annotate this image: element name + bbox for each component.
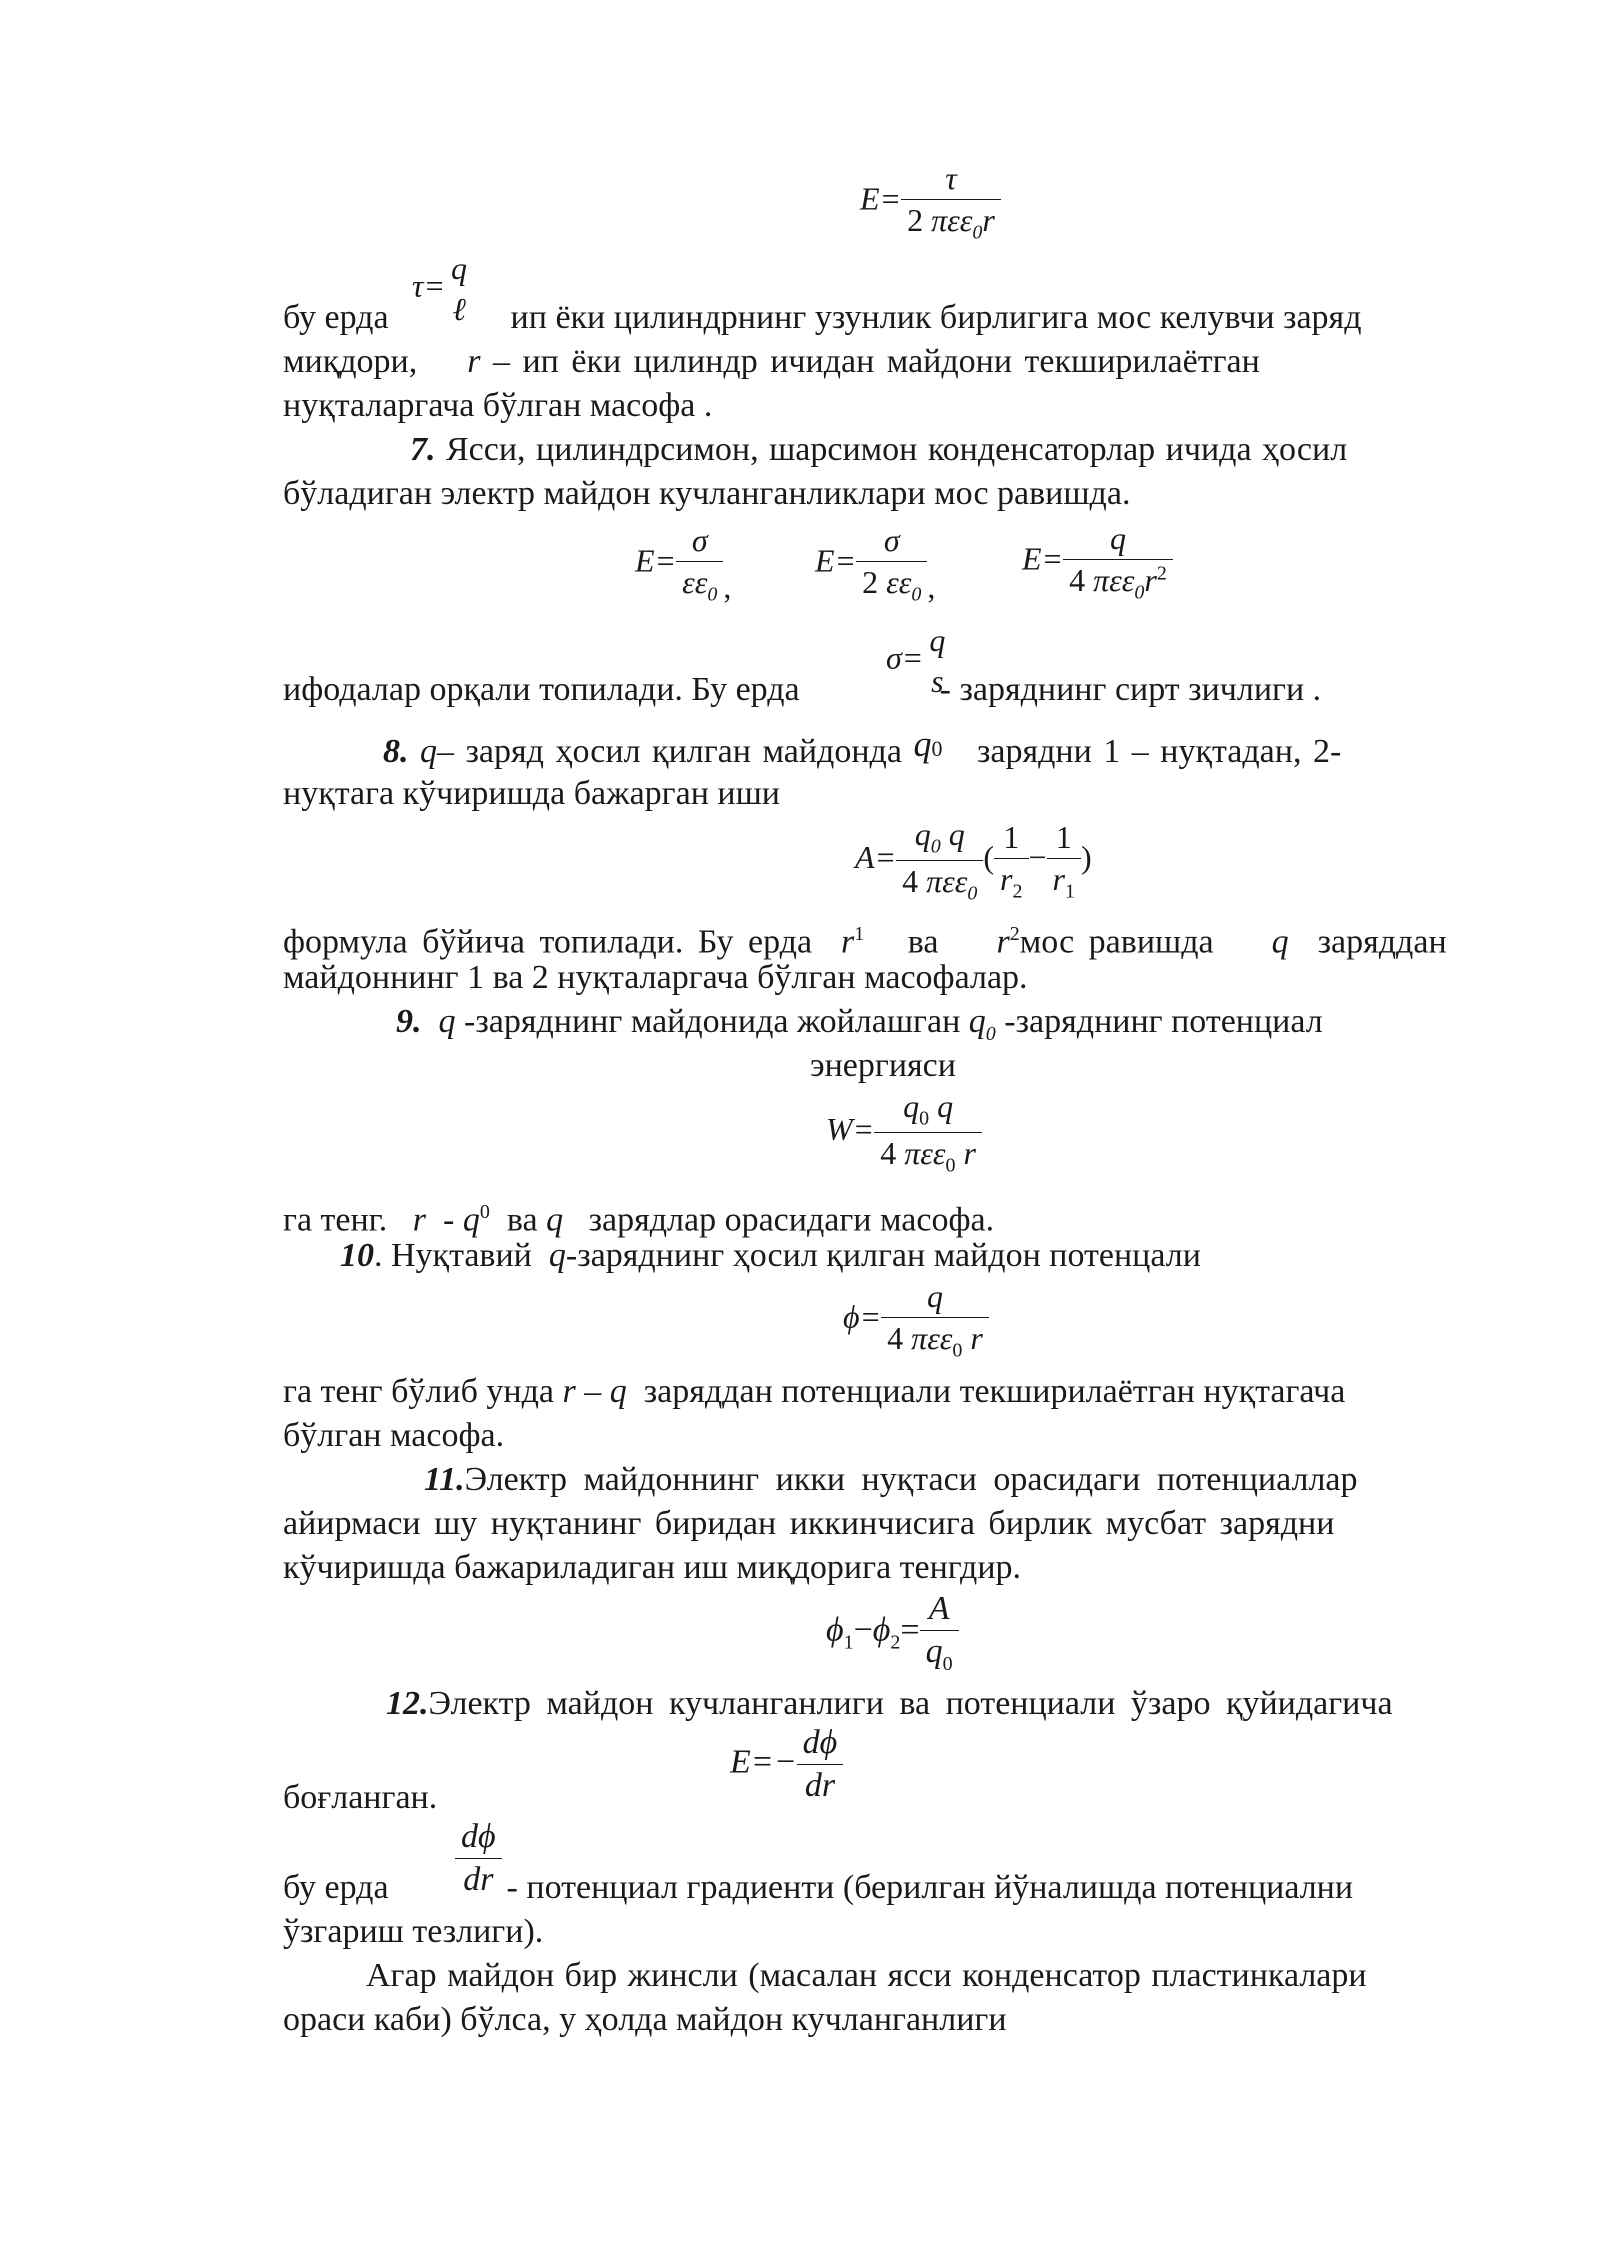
num-sub: 0	[930, 835, 941, 858]
numerator: q	[451, 250, 468, 286]
den-symbol: πεε	[926, 863, 968, 900]
formula-lhs: E=	[860, 180, 902, 217]
section-number: 7.	[410, 431, 436, 468]
fraction	[1047, 819, 1081, 903]
den-sub: 0	[967, 882, 978, 905]
sup: 1	[854, 923, 865, 945]
paragraph-line	[283, 384, 1483, 428]
denominator	[881, 1317, 989, 1362]
text: майдоннинг 1 ва 2 нуқталаргача бўлган масофалар.	[283, 959, 1028, 996]
den-coef: 2	[907, 202, 924, 238]
formula-potential-difference	[826, 1590, 959, 1676]
denominator	[920, 1630, 959, 1676]
section-number: 11.	[424, 1461, 465, 1498]
text: -	[443, 1201, 455, 1239]
numerator: σ	[691, 522, 708, 558]
numerator: A	[928, 1590, 950, 1627]
text: заряддан потенциали текширилаётган нуқтагача	[643, 1373, 1346, 1410]
text: бўладиган электр майдон кучланганликлари мос равишда.	[283, 475, 1131, 512]
fraction	[874, 1088, 982, 1178]
den-coef: 4	[902, 863, 919, 900]
section-number: 9.	[396, 1003, 422, 1040]
formula-potential	[843, 1278, 989, 1362]
section-number: 8.	[383, 733, 409, 770]
sup: 0	[479, 1201, 490, 1223]
var-q: q	[546, 1201, 564, 1239]
formula-lhs: ϕ=	[843, 1298, 882, 1335]
paragraph-line	[283, 772, 1483, 816]
den-coef: 4	[887, 1320, 904, 1356]
paragraph-line	[283, 668, 1483, 712]
formula-flat-capacitor	[635, 522, 731, 606]
section-7-line	[410, 428, 1483, 472]
paragraph-line	[283, 1546, 1483, 1590]
section-10-line	[340, 1234, 1483, 1278]
formula-lhs: E=	[1022, 540, 1064, 577]
text: энергияси	[810, 1047, 956, 1084]
den-r: r	[1000, 860, 1013, 897]
denominator	[676, 561, 723, 606]
section-number: 12.	[386, 1685, 429, 1722]
sub: 0	[931, 736, 943, 761]
text: нуқталаргача бўлган масофа .	[283, 387, 713, 424]
numerator	[874, 1088, 982, 1132]
den-symbol: εε	[682, 564, 708, 600]
denominator	[994, 858, 1028, 903]
text: ораси каби) бўлса, у ҳолда майдон кучланганлиги	[283, 2001, 1007, 2038]
text: мос равишда	[1019, 923, 1214, 961]
sub: 0	[985, 1022, 996, 1045]
den-symbol: πεε	[904, 1135, 946, 1172]
formula-lhs: A=	[855, 839, 897, 876]
text: ифодалар орқали топилади. Бу ерда	[283, 671, 800, 708]
var-r: r –	[562, 1373, 602, 1410]
text: нуқтага кўчиришда бажарган иши	[283, 775, 780, 812]
formula-cylinder-capacitor	[815, 522, 935, 606]
text: боғланган.	[283, 1779, 438, 1816]
section-11-line	[424, 1458, 1483, 1502]
text: га тенг бўлиб унда	[283, 1373, 554, 1410]
den-sub: 0	[707, 583, 718, 606]
denominator: dr	[797, 1764, 844, 1805]
text: – заряд ҳосил қилган майдонда	[437, 733, 902, 770]
var-q0: q	[462, 1201, 480, 1239]
fraction	[920, 1590, 959, 1676]
minus: −	[853, 1611, 873, 1649]
text: кўчиришда бажариладиган иш миқдорига тенгдир.	[283, 1549, 1022, 1586]
sup: 2	[1009, 923, 1020, 945]
den-sub: 0	[942, 1652, 953, 1675]
den-symbol: πεε	[1093, 562, 1135, 598]
text: – ип ёки цилиндр ичидан майдони текширилаётган	[492, 343, 1260, 380]
paragraph-line	[283, 472, 1483, 516]
text: . Нуқтавий	[374, 1237, 532, 1274]
text: Ясси, цилиндрсимон, шарсимон конденсаторлар ичида ҳосил	[446, 431, 1348, 468]
den-sup: 2	[1156, 562, 1167, 585]
text: ва	[907, 923, 939, 961]
paren-open: (	[983, 839, 995, 876]
den-sub: 2	[1012, 880, 1023, 903]
paragraph-line	[366, 1954, 1483, 1998]
num-sub: 0	[919, 1107, 930, 1130]
formula-lhs: W=	[826, 1111, 875, 1148]
text: Электр майдон кучланганлиги ва потенциали ўзаро қуйидагича	[428, 1685, 1393, 1722]
var-q: q	[1271, 923, 1289, 961]
section-number: 10	[340, 1237, 374, 1274]
paragraph-line	[283, 1414, 1483, 1458]
comma: ,	[927, 568, 936, 605]
formula-sphere-capacitor	[1022, 520, 1173, 604]
den-sub: 0	[952, 1339, 963, 1362]
den-coef: 4	[1069, 562, 1086, 598]
num-q: q	[914, 816, 931, 852]
paragraph-line	[283, 1044, 1483, 1088]
text: - потенциал градиенти (берилган йўналишда потенциални	[506, 1869, 1354, 1906]
den-r: r	[963, 1135, 976, 1172]
denominator: dr	[455, 1858, 502, 1899]
comma: ,	[723, 568, 732, 605]
var-q: q	[438, 1003, 456, 1040]
minus: −	[1028, 839, 1047, 876]
var-q0: q	[913, 724, 932, 764]
den-symbol: εε	[886, 564, 912, 600]
text: -заряднинг потенциал	[1004, 1003, 1323, 1040]
text: заряддан	[1317, 923, 1447, 961]
var-r1: r	[841, 923, 855, 961]
text: формула бўйича топилади. Бу ерда	[283, 923, 813, 961]
paragraph-line	[283, 1866, 1483, 1910]
den-coef: 4	[880, 1135, 897, 1172]
formula-lhs: E=	[635, 542, 677, 579]
text: зарядлар орасидаги масофа.	[588, 1201, 995, 1239]
num-q2: q	[948, 816, 965, 852]
paragraph-line	[283, 1370, 1483, 1414]
fraction	[896, 816, 983, 906]
formula-e-tau	[860, 160, 1001, 244]
formula-energy	[826, 1088, 982, 1178]
numerator: q	[1109, 520, 1126, 556]
text: бўлган масофа.	[283, 1417, 505, 1454]
text: га тенг.	[283, 1201, 388, 1239]
denominator	[1063, 559, 1173, 604]
text: айирмаси шу нуқтанинг биридан иккинчисига бирлик мусбат зарядни	[283, 1505, 1335, 1542]
den-sub: 0	[972, 221, 983, 244]
text: бу ерда	[283, 299, 389, 336]
text: - заряднинг сирт зичлиги .	[939, 671, 1322, 708]
paragraph-line	[283, 1776, 1483, 1820]
fraction	[881, 1278, 989, 1362]
numerator: q	[929, 622, 946, 658]
var-r: r	[412, 1201, 427, 1239]
text: ва	[506, 1201, 538, 1239]
var-q: q	[609, 1373, 627, 1410]
numerator	[896, 816, 983, 860]
text: миқдори,	[283, 343, 418, 380]
sub: 2	[890, 1631, 901, 1654]
var-q: q	[420, 733, 437, 770]
den-sub: 1	[1065, 880, 1075, 903]
formula-lhs: τ=	[412, 267, 446, 304]
phi-1: ϕ	[826, 1611, 844, 1649]
paren-close: )	[1081, 839, 1092, 876]
numerator: 1	[1003, 818, 1020, 855]
numerator: q	[927, 1278, 943, 1314]
den-r: r	[1144, 562, 1157, 598]
paragraph-line	[283, 296, 1483, 340]
paragraph-line	[283, 340, 1483, 384]
denominator: s	[931, 663, 944, 699]
denominator: ℓ	[452, 291, 466, 327]
text: бу ерда	[283, 1869, 389, 1906]
den-q: q	[925, 1633, 943, 1670]
text: Агар майдон бир жинсли (масалан ясси конденсатор пластинкалари	[366, 1957, 1367, 1994]
paragraph-line	[283, 1502, 1483, 1546]
numerator: σ	[883, 522, 900, 558]
fraction	[856, 522, 927, 606]
equals: =	[900, 1611, 920, 1649]
text: зарядни 1 – нуқтадан, 2-	[976, 733, 1342, 770]
formula-work	[855, 816, 1092, 906]
var-r: r	[467, 343, 481, 380]
text: -заряднинг майдонида жойлашган	[464, 1003, 961, 1040]
den-coef: 2	[862, 564, 879, 600]
den-r: r	[970, 1320, 983, 1356]
phi-2: ϕ	[872, 1611, 891, 1649]
denominator	[1047, 858, 1081, 903]
denominator	[901, 199, 1001, 244]
var-q0: q	[968, 1003, 986, 1040]
denominator	[874, 1132, 982, 1177]
text: ип ёки цилиндрнинг узунлик бирлигига мос келувчи заряд	[510, 299, 1362, 336]
text: ўзгариш тезлиги).	[283, 1913, 544, 1950]
num-q: q	[903, 1088, 920, 1124]
den-sub: 0	[1134, 581, 1145, 604]
text: Электр майдоннинг икки нуқтаси орасидаги потенциаллар	[464, 1461, 1358, 1498]
formula-lhs: E=	[815, 542, 857, 579]
var-q: q	[548, 1237, 566, 1274]
den-symbol: πεε	[911, 1320, 953, 1356]
den-symbol: πεε	[931, 202, 973, 238]
fraction	[994, 819, 1028, 903]
fraction	[1063, 520, 1173, 604]
paragraph-line	[283, 956, 1483, 1000]
paragraph-line	[283, 1998, 1483, 2042]
numerator: τ	[945, 160, 957, 196]
numerator: dϕ	[461, 1818, 496, 1855]
den-r: r	[1052, 860, 1065, 897]
formula-lhs: σ=	[886, 639, 924, 676]
fraction	[676, 522, 723, 606]
denominator	[896, 860, 983, 905]
den-sub: 0	[911, 583, 922, 606]
numerator: 1	[1055, 818, 1072, 855]
section-12-line	[386, 1682, 1483, 1726]
den-sub: 0	[945, 1154, 956, 1177]
num-q2: q	[937, 1088, 954, 1124]
denominator	[856, 561, 927, 606]
sub: 1	[843, 1631, 854, 1654]
numerator: dϕ	[802, 1724, 838, 1761]
den-r: r	[982, 202, 995, 238]
formula-lhs: E=−	[730, 1743, 797, 1781]
fraction	[901, 160, 1001, 244]
var-r2: r	[996, 923, 1010, 961]
section-8-line	[383, 724, 1483, 777]
paragraph-line	[283, 1910, 1483, 1954]
text: -заряднинг ҳосил қилган майдон потенцали	[565, 1237, 1201, 1274]
